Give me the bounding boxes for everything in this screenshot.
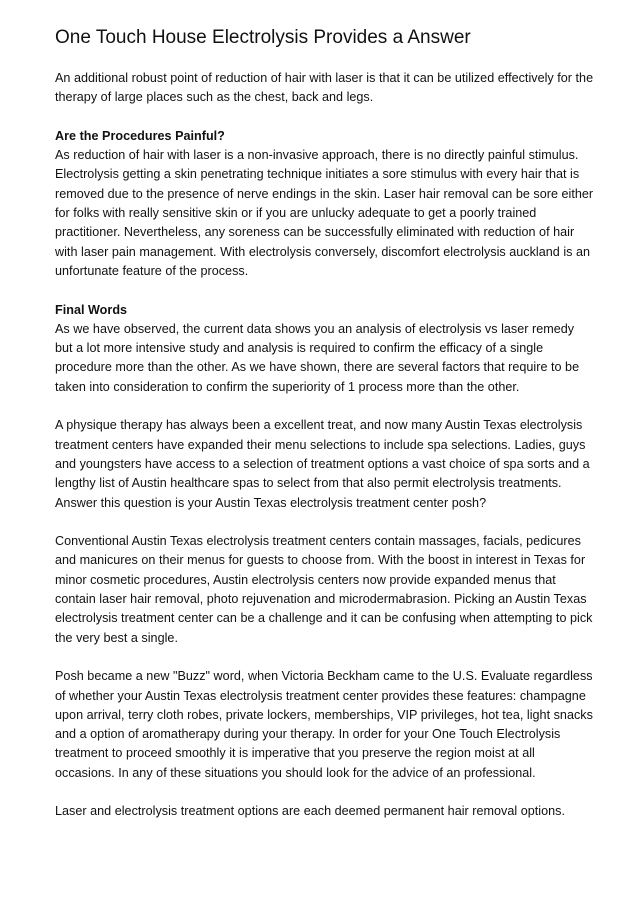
section-body-painful: As reduction of hair with laser is a non-invasive approach, there is no directly painful stimulus. Electrolysis getting a skin penetrating technique initiates a sore stimulus with every hair that is removed due to the presence of nerve endings in the skin. Laser hair removal can be sore either for folks with really sensitive skin or if you are unlucky adequate to get a poorly trained practitioner. Nevertheless, any soreness can be successfully eliminated with reduction of hair with laser pain management. With electrolysis conversely, discomfort electrolysis auckland is an unfortunate feature of the process. (55, 148, 594, 278)
paragraph-conventional-centers: Conventional Austin Texas electrolysis treatment centers contain massages, facials, pedicures and manicures on their menus for guests to choose from. With the boost in interest in Texas for minor cosmetic procedures, Austin electrolysis centers now provide expanded menus that contain laser hair removal, photo rejuvenation and microdermabrasion. Picking an Austin Texas electrolysis treatment center can be a challenge and it can be confusing when attempting to pick the very best a single. (55, 534, 593, 645)
section-body-final-words: As we have observed, the current data shows you an analysis of electrolysis vs laser remedy but a lot more intensive study and analysis is required to confirm the efficacy of a single procedure more than the other. As we have shown, there are several factors that require to be taken into consideration to confirm the superiority of 1 process more than the other. (55, 321, 580, 394)
paragraph-body-therapy: A physique therapy has always been a excellent treat, and now many Austin Texas electrolysis treatment centers have expanded their menu selections to include spa selections. Ladies, guys and youngsters have access to a selection of treatment options a vast choice of spa sorts and a lengthy list of Austin healthcare spas to select from that also permit electrolysis treatments. Answer this question is your Austin Texas electrolysis treatment center posh? (55, 418, 590, 510)
page-title: One Touch House Electrolysis Provides a Answer (55, 27, 471, 48)
paragraph-laser-electrolysis: Laser and electrolysis treatment options are each deemed permanent hair removal options. (55, 804, 565, 819)
section-heading-final-words: Final Words (55, 302, 128, 317)
intro-paragraph: An additional robust point of reduction of hair with laser is that it can be utilized effectively for the therapy of large places such as the chest, back and legs. (55, 71, 594, 105)
document-page (55, 26, 595, 822)
section-heading-painful: Are the Procedures Painful? (55, 128, 225, 143)
paragraph-posh: Posh became a new "Buzz" word, when Victoria Beckham came to the U.S. Evaluate regardless of whether your Austin Texas electrolysis treatment center provides these features: champagne upon arrival, terry cloth robes, private lockers, memberships, VIP privileges, hot tea, light snacks and a option of aromatherapy during your therapy. In order for your One Touch Electrolysis treatment to proceed smoothly it is imperative that you preserve the region moist at all occasions. In any of these situations you should look for the advice of an professional. (55, 669, 593, 780)
